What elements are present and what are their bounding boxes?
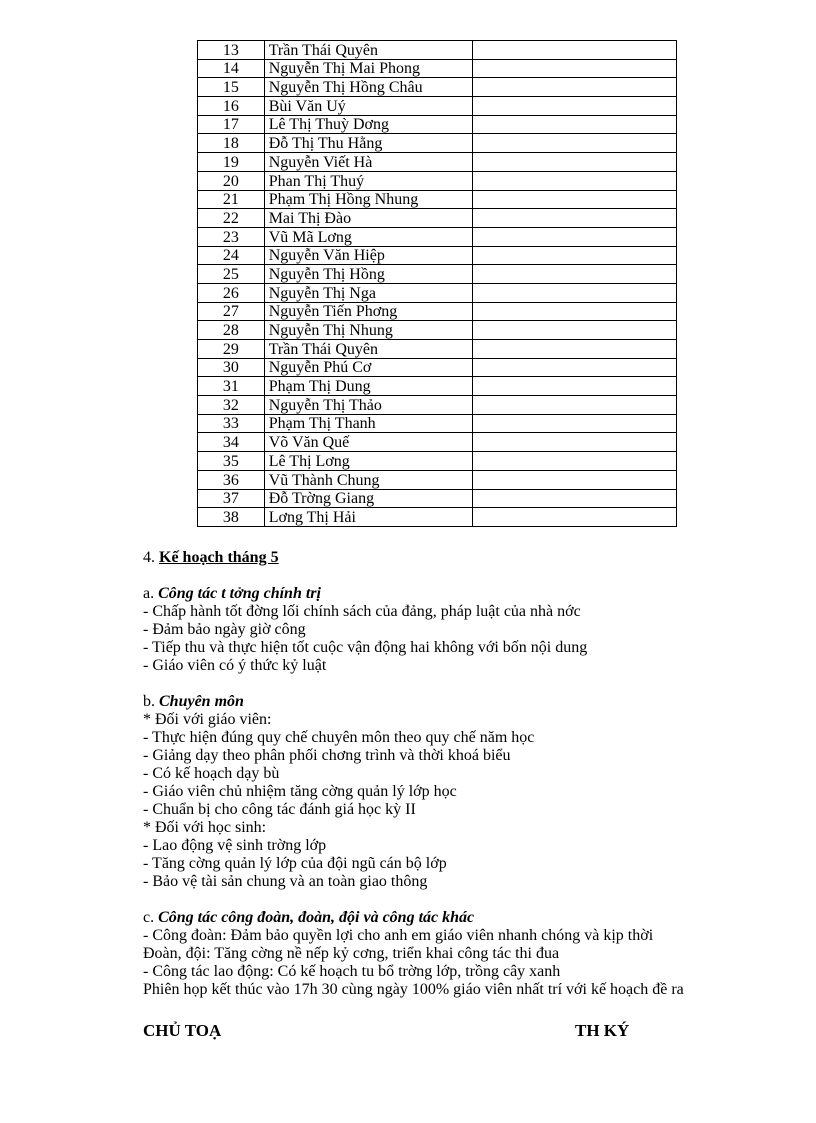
row-number: 13 <box>198 41 265 60</box>
table-row <box>198 59 677 78</box>
table-row <box>198 452 677 471</box>
signature-cell <box>473 265 677 284</box>
table-row <box>198 470 677 489</box>
list-item: - Bảo vệ tài sản chung và an toàn giao thông <box>143 873 428 890</box>
staff-roster-table <box>197 40 677 527</box>
signature-cell <box>473 115 677 134</box>
staff-name: Phan Thị Thuý <box>264 171 473 190</box>
staff-name: Nguyễn Viết Hà <box>264 153 473 172</box>
signature-cell <box>473 171 677 190</box>
list-item: - Giáo viên có ý thức kỷ luật <box>143 657 327 674</box>
section-a-heading <box>143 585 803 603</box>
signature-cell <box>473 321 677 340</box>
signature-cell <box>473 59 677 78</box>
signature-cell <box>473 396 677 415</box>
row-number: 38 <box>198 508 265 527</box>
row-number: 18 <box>198 134 265 153</box>
row-number: 33 <box>198 414 265 433</box>
table-row <box>198 153 677 172</box>
staff-name: Phạm Thị Dung <box>264 377 473 396</box>
staff-name: Trần Thái Quyên <box>264 340 473 359</box>
staff-name: Nguyễn Thị Nga <box>264 283 473 302</box>
student-items <box>143 837 803 891</box>
table-row <box>198 377 677 396</box>
table-row <box>198 78 677 97</box>
row-number: 31 <box>198 377 265 396</box>
section-b-prefix: b. <box>143 693 159 710</box>
staff-name: Vũ Mã Lơng <box>264 227 473 246</box>
signature-cell <box>473 227 677 246</box>
staff-name: Võ Văn Quế <box>264 433 473 452</box>
section-b-heading <box>143 693 803 711</box>
signature-cell <box>473 209 677 228</box>
list-item: - Giảng dạy theo phân phối chơng trình và thời khoá biểu <box>143 747 511 764</box>
plan-title-text: Kế hoạch tháng 5 <box>159 549 279 566</box>
list-item: - Công đoàn: Đảm bảo quyền lợi cho anh em giáo viên nhanh chóng và kịp thời <box>143 927 654 944</box>
list-item: Đoàn, đội: Tăng cờng nề nếp kỷ cơng, triển khai công tác thi đua <box>143 945 560 962</box>
teachers-label: * Đối với giáo viên: <box>143 711 272 728</box>
staff-name: Phạm Thị Thanh <box>264 414 473 433</box>
table-row <box>198 489 677 508</box>
table-row <box>198 115 677 134</box>
teacher-items <box>143 729 803 819</box>
staff-name: Nguyễn Tiến Phơng <box>264 302 473 321</box>
staff-name: Lê Thị Lơng <box>264 452 473 471</box>
signature-cell <box>473 134 677 153</box>
staff-name: Bùi Văn Uý <box>264 97 473 116</box>
staff-name: Lơng Thị Hải <box>264 508 473 527</box>
table-row <box>198 302 677 321</box>
list-item: Phiên họp kết thúc vào 17h 30 cùng ngày 100% giáo viên nhất trí với kế hoạch đề ra <box>143 981 684 998</box>
row-number: 21 <box>198 190 265 209</box>
signature-cell <box>473 41 677 60</box>
row-number: 27 <box>198 302 265 321</box>
table-row <box>198 97 677 116</box>
section-c-items <box>143 927 803 999</box>
list-item: - Tăng cờng quản lý lớp của đội ngũ cán bộ lớp <box>143 855 447 872</box>
table-row <box>198 41 677 60</box>
table-row <box>198 283 677 302</box>
staff-name: Trần Thái Quyên <box>264 41 473 60</box>
plan-title-prefix: 4. <box>143 549 159 566</box>
list-item: - Giáo viên chủ nhiệm tăng cờng quản lý lớp học <box>143 783 457 800</box>
staff-name: Đỗ Thị Thu Hằng <box>264 134 473 153</box>
secretary-signature-label: TH KÝ <box>575 1021 630 1040</box>
staff-name: Nguyễn Thị Hồng Châu <box>264 78 473 97</box>
table-row <box>198 321 677 340</box>
list-item: - Chấp hành tốt đờng lối chính sách của đảng, pháp luật của nhà nớc <box>143 603 581 620</box>
section-c-prefix: c. <box>143 909 159 926</box>
staff-name: Vũ Thành Chung <box>264 470 473 489</box>
signature-cell <box>473 358 677 377</box>
section-c-title: Công tác công đoàn, đoàn, đội và công tác khác <box>158 909 475 926</box>
row-number: 32 <box>198 396 265 415</box>
plan-title <box>143 549 803 567</box>
signature-cell <box>473 489 677 508</box>
list-item: - Tiếp thu và thực hiện tốt cuộc vận động hai không với bốn nội dung <box>143 639 588 656</box>
row-number: 19 <box>198 153 265 172</box>
staff-name: Nguyễn Văn Hiệp <box>264 246 473 265</box>
signature-cell <box>473 470 677 489</box>
row-number: 15 <box>198 78 265 97</box>
signature-cell <box>473 246 677 265</box>
list-item: - Công tác lao động: Có kế hoạch tu bổ trờng lớp, trồng cây xanh <box>143 963 561 980</box>
staff-name: Nguyễn Phú Cơ <box>264 358 473 377</box>
table-row <box>198 414 677 433</box>
row-number: 37 <box>198 489 265 508</box>
table-row <box>198 134 677 153</box>
row-number: 35 <box>198 452 265 471</box>
signature-cell <box>473 153 677 172</box>
signature-cell <box>473 97 677 116</box>
table-row <box>198 396 677 415</box>
row-number: 17 <box>198 115 265 134</box>
table-row <box>198 265 677 284</box>
staff-name: Phạm Thị Hồng Nhung <box>264 190 473 209</box>
staff-name: Nguyễn Thị Hồng <box>264 265 473 284</box>
students-label: * Đối với học sinh: <box>143 819 267 836</box>
staff-name: Nguyễn Thị Nhung <box>264 321 473 340</box>
staff-name: Mai Thị Đào <box>264 209 473 228</box>
table-row <box>198 190 677 209</box>
table-row <box>198 433 677 452</box>
signature-cell <box>473 302 677 321</box>
signature-cell <box>473 78 677 97</box>
row-number: 28 <box>198 321 265 340</box>
table-row <box>198 209 677 228</box>
staff-name: Đỗ Trờng Giang <box>264 489 473 508</box>
table-row <box>198 246 677 265</box>
row-number: 20 <box>198 171 265 190</box>
chair-signature-label: CHỦ TOẠ <box>143 1021 222 1040</box>
section-c-heading <box>143 909 803 927</box>
list-item: - Lao động vệ sinh trờng lớp <box>143 837 327 854</box>
row-number: 23 <box>198 227 265 246</box>
staff-name: Lê Thị Thuỳ Dơng <box>264 115 473 134</box>
roster-body <box>198 41 677 527</box>
section-a-title: Công tác t tởng chính trị <box>158 585 321 602</box>
signature-cell <box>473 508 677 527</box>
staff-name: Nguyễn Thị Thảo <box>264 396 473 415</box>
signature-cell <box>473 190 677 209</box>
list-item: - Chuẩn bị cho công tác đánh giá học kỳ II <box>143 801 416 818</box>
signature-cell <box>473 452 677 471</box>
list-item: - Thực hiện đúng quy chế chuyên môn theo quy chế năm học <box>143 729 535 746</box>
monthly-plan <box>143 549 803 999</box>
table-row <box>198 508 677 527</box>
section-a-items <box>143 603 803 675</box>
section-b-title: Chuyên môn <box>159 693 244 710</box>
row-number: 29 <box>198 340 265 359</box>
signature-cell <box>473 283 677 302</box>
row-number: 24 <box>198 246 265 265</box>
row-number: 34 <box>198 433 265 452</box>
row-number: 14 <box>198 59 265 78</box>
signature-cell <box>473 377 677 396</box>
list-item: - Đảm bảo ngày giờ công <box>143 621 306 638</box>
section-a-prefix: a. <box>143 585 159 602</box>
row-number: 36 <box>198 470 265 489</box>
signature-cell <box>473 340 677 359</box>
row-number: 22 <box>198 209 265 228</box>
list-item: - Có kế hoạch dạy bù <box>143 765 280 782</box>
row-number: 30 <box>198 358 265 377</box>
signature-cell <box>473 414 677 433</box>
table-row <box>198 340 677 359</box>
staff-name: Nguyễn Thị Mai Phong <box>264 59 473 78</box>
row-number: 16 <box>198 97 265 116</box>
table-row <box>198 227 677 246</box>
row-number: 26 <box>198 283 265 302</box>
signature-cell <box>473 433 677 452</box>
table-row <box>198 358 677 377</box>
table-row <box>198 171 677 190</box>
row-number: 25 <box>198 265 265 284</box>
